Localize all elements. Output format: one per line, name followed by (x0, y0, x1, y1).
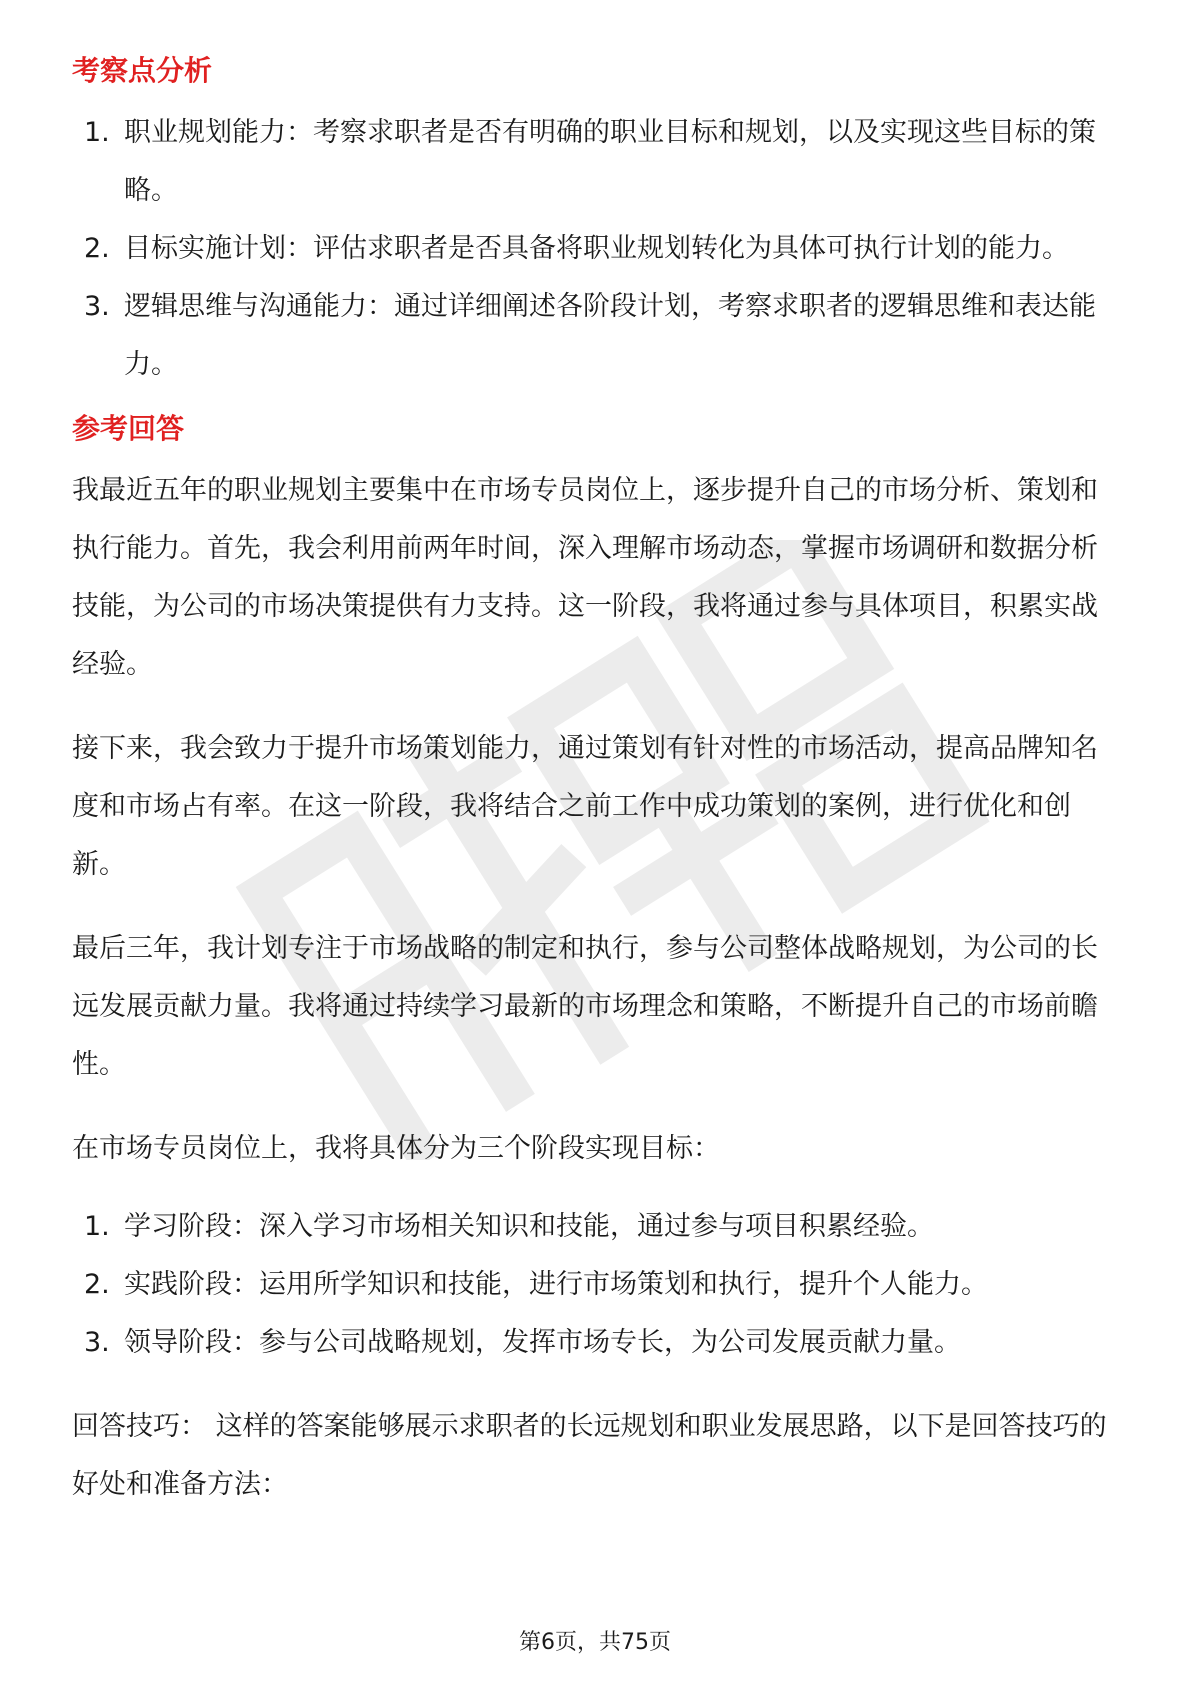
list-number: 3. (84, 291, 110, 322)
stages-list (72, 1198, 1122, 1372)
list-number: 2. (84, 1269, 110, 1300)
list-number: 3. (84, 1327, 110, 1358)
list-item (72, 1256, 1122, 1314)
list-item (72, 104, 1122, 220)
list-text: 目标实施计划：评估求职者是否具备将职业规划转化为具体可执行计划的能力。 (124, 233, 1069, 264)
list-item (72, 1314, 1122, 1372)
answer-paragraph: 接下来，我会致力于提升市场策划能力，通过策划有针对性的市场活动，提高品牌知名度和市场占有率。在这一阶段，我将结合之前工作中成功策划的案例，进行优化和创新。 (72, 733, 1098, 880)
list-item (72, 1198, 1122, 1256)
page-number: 第6页，共75页 (519, 1630, 671, 1655)
section-title-reference-answer: 参考回答 (72, 412, 185, 445)
list-text: 实践阶段：运用所学知识和技能，进行市场策划和执行，提升个人能力。 (124, 1269, 988, 1300)
list-number: 1. (84, 117, 110, 148)
answer-tips: 回答技巧： 这样的答案能够展示求职者的长远规划和职业发展思路，以下是回答技巧的好处和准备方法： (72, 1411, 1107, 1500)
list-text: 逻辑思维与沟通能力：通过详细阐述各阶段计划，考察求职者的逻辑思维和表达能力。 (124, 291, 1096, 380)
answer-paragraph: 我最近五年的职业规划主要集中在市场专员岗位上，逐步提升自己的市场分析、策划和执行能力。首先，我会利用前两年时间，深入理解市场动态，掌握市场调研和数据分析技能，为公司的市场决策提供有力支持。这一阶段，我将通过参与具体项目，积累实战经验。 (72, 475, 1098, 680)
answer-paragraph: 最后三年，我计划专注于市场战略的制定和执行，参与公司整体战略规划，为公司的长远发展贡献力量。我将通过持续学习最新的市场理念和策略，不断提升自己的市场前瞻性。 (72, 933, 1098, 1080)
list-item (72, 220, 1122, 278)
list-text: 职业规划能力：考察求职者是否有明确的职业目标和规划，以及实现这些目标的策略。 (124, 117, 1096, 206)
content-area (72, 48, 1122, 1514)
list-text: 领导阶段：参与公司战略规划，发挥市场专长，为公司发展贡献力量。 (124, 1327, 961, 1358)
analysis-list (72, 104, 1122, 394)
list-text: 学习阶段：深入学习市场相关知识和技能，通过参与项目积累经验。 (124, 1211, 934, 1242)
answer-paragraph: 在市场专员岗位上，我将具体分为三个阶段实现目标： (72, 1133, 720, 1164)
list-number: 2. (84, 233, 110, 264)
section-title-analysis: 考察点分析 (72, 54, 213, 87)
list-number: 1. (84, 1211, 110, 1242)
list-item (72, 278, 1122, 394)
